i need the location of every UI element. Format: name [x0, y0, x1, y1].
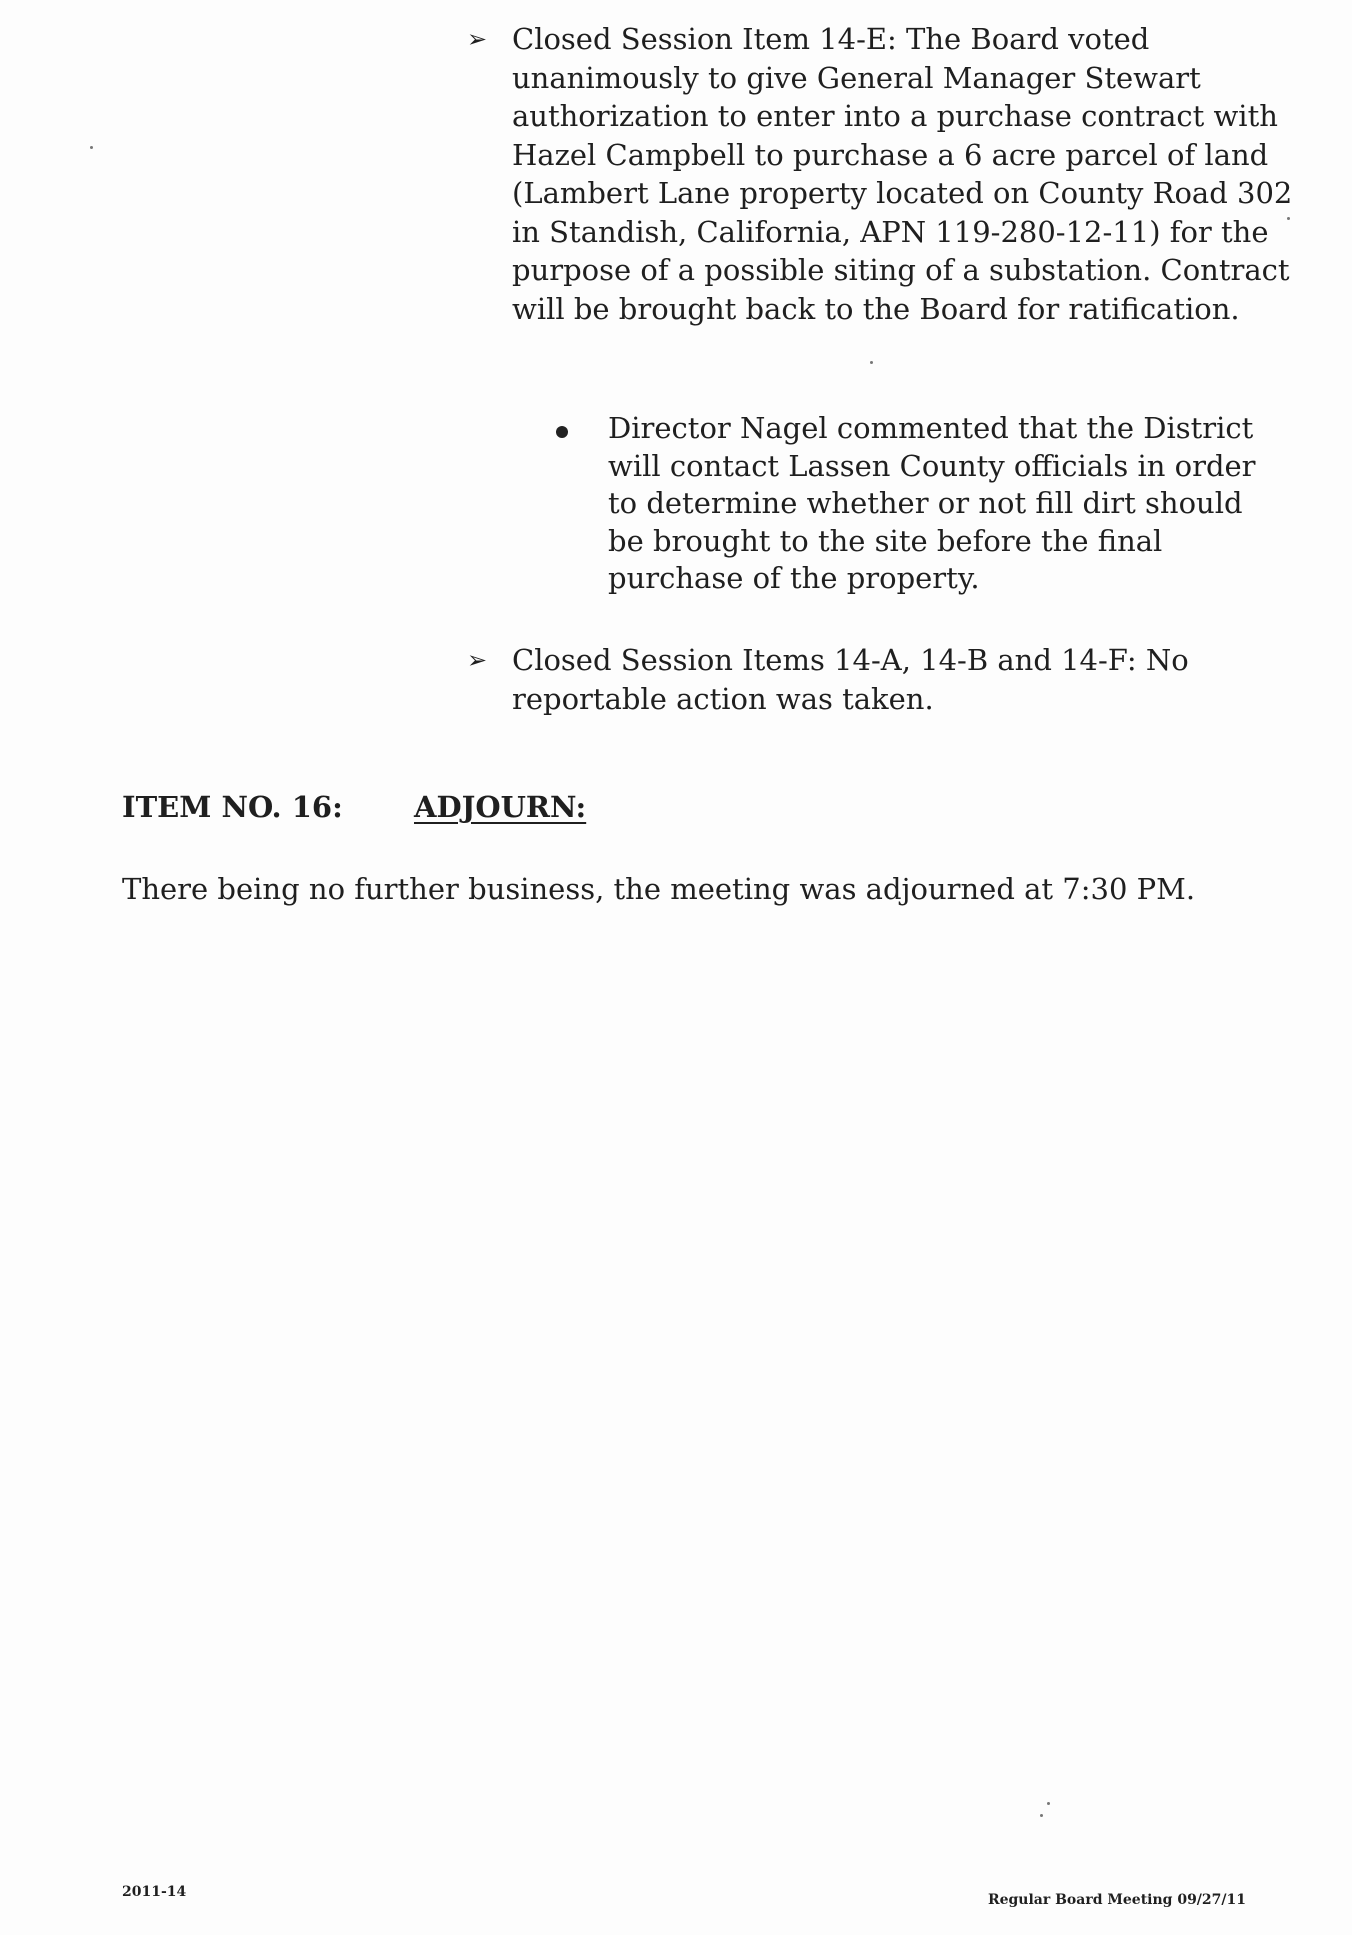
bullet-item-14abf [467, 641, 1317, 718]
round-bullet-icon [556, 426, 568, 438]
arrow-bullet-icon: ➢ [467, 646, 488, 674]
sub-bullet-nagel [556, 410, 1276, 598]
scan-speck [1287, 217, 1290, 220]
footer-meeting-date: Regular Board Meeting 09/27/11 [987, 1892, 1246, 1908]
footer-document-number: 2011-14 [122, 1884, 187, 1900]
arrow-bullet-icon: ➢ [467, 25, 488, 53]
bullet-item-14abf-text: Closed Session Items 14-A, 14-B and 14-F: No reportable action was taken. [512, 643, 1189, 716]
scan-speck [90, 146, 93, 149]
scan-speck [1040, 1814, 1043, 1817]
scan-speck [870, 361, 873, 364]
sub-bullet-nagel-text: Director Nagel commented that the District will contact Lassen County officials in order to determine whether or not fill dirt should be brought to the site before the final purchase of the property. [608, 411, 1256, 595]
item-16-label: ITEM NO. 16: [122, 790, 343, 824]
item-16-title: ADJOURN: [414, 790, 587, 824]
item-16-heading [122, 790, 586, 824]
bullet-item-14e-text: Closed Session Item 14-E: The Board voted unanimously to give General Manager Stewart authorization to enter into a purchase contract with Hazel Campbell to purchase a 6 acre parcel of land (Lambert Lane property located on County Road 302 in Standish, California, APN 119-280-12-11) for the purpose of a possible siting of a substation. Contract will be brought back to the Board for ratification. [512, 22, 1293, 326]
bullet-item-14e [467, 20, 1317, 328]
scan-speck [1047, 1802, 1050, 1805]
closing-statement: There being no further business, the meeting was adjourned at 7:30 PM. [122, 872, 1196, 906]
